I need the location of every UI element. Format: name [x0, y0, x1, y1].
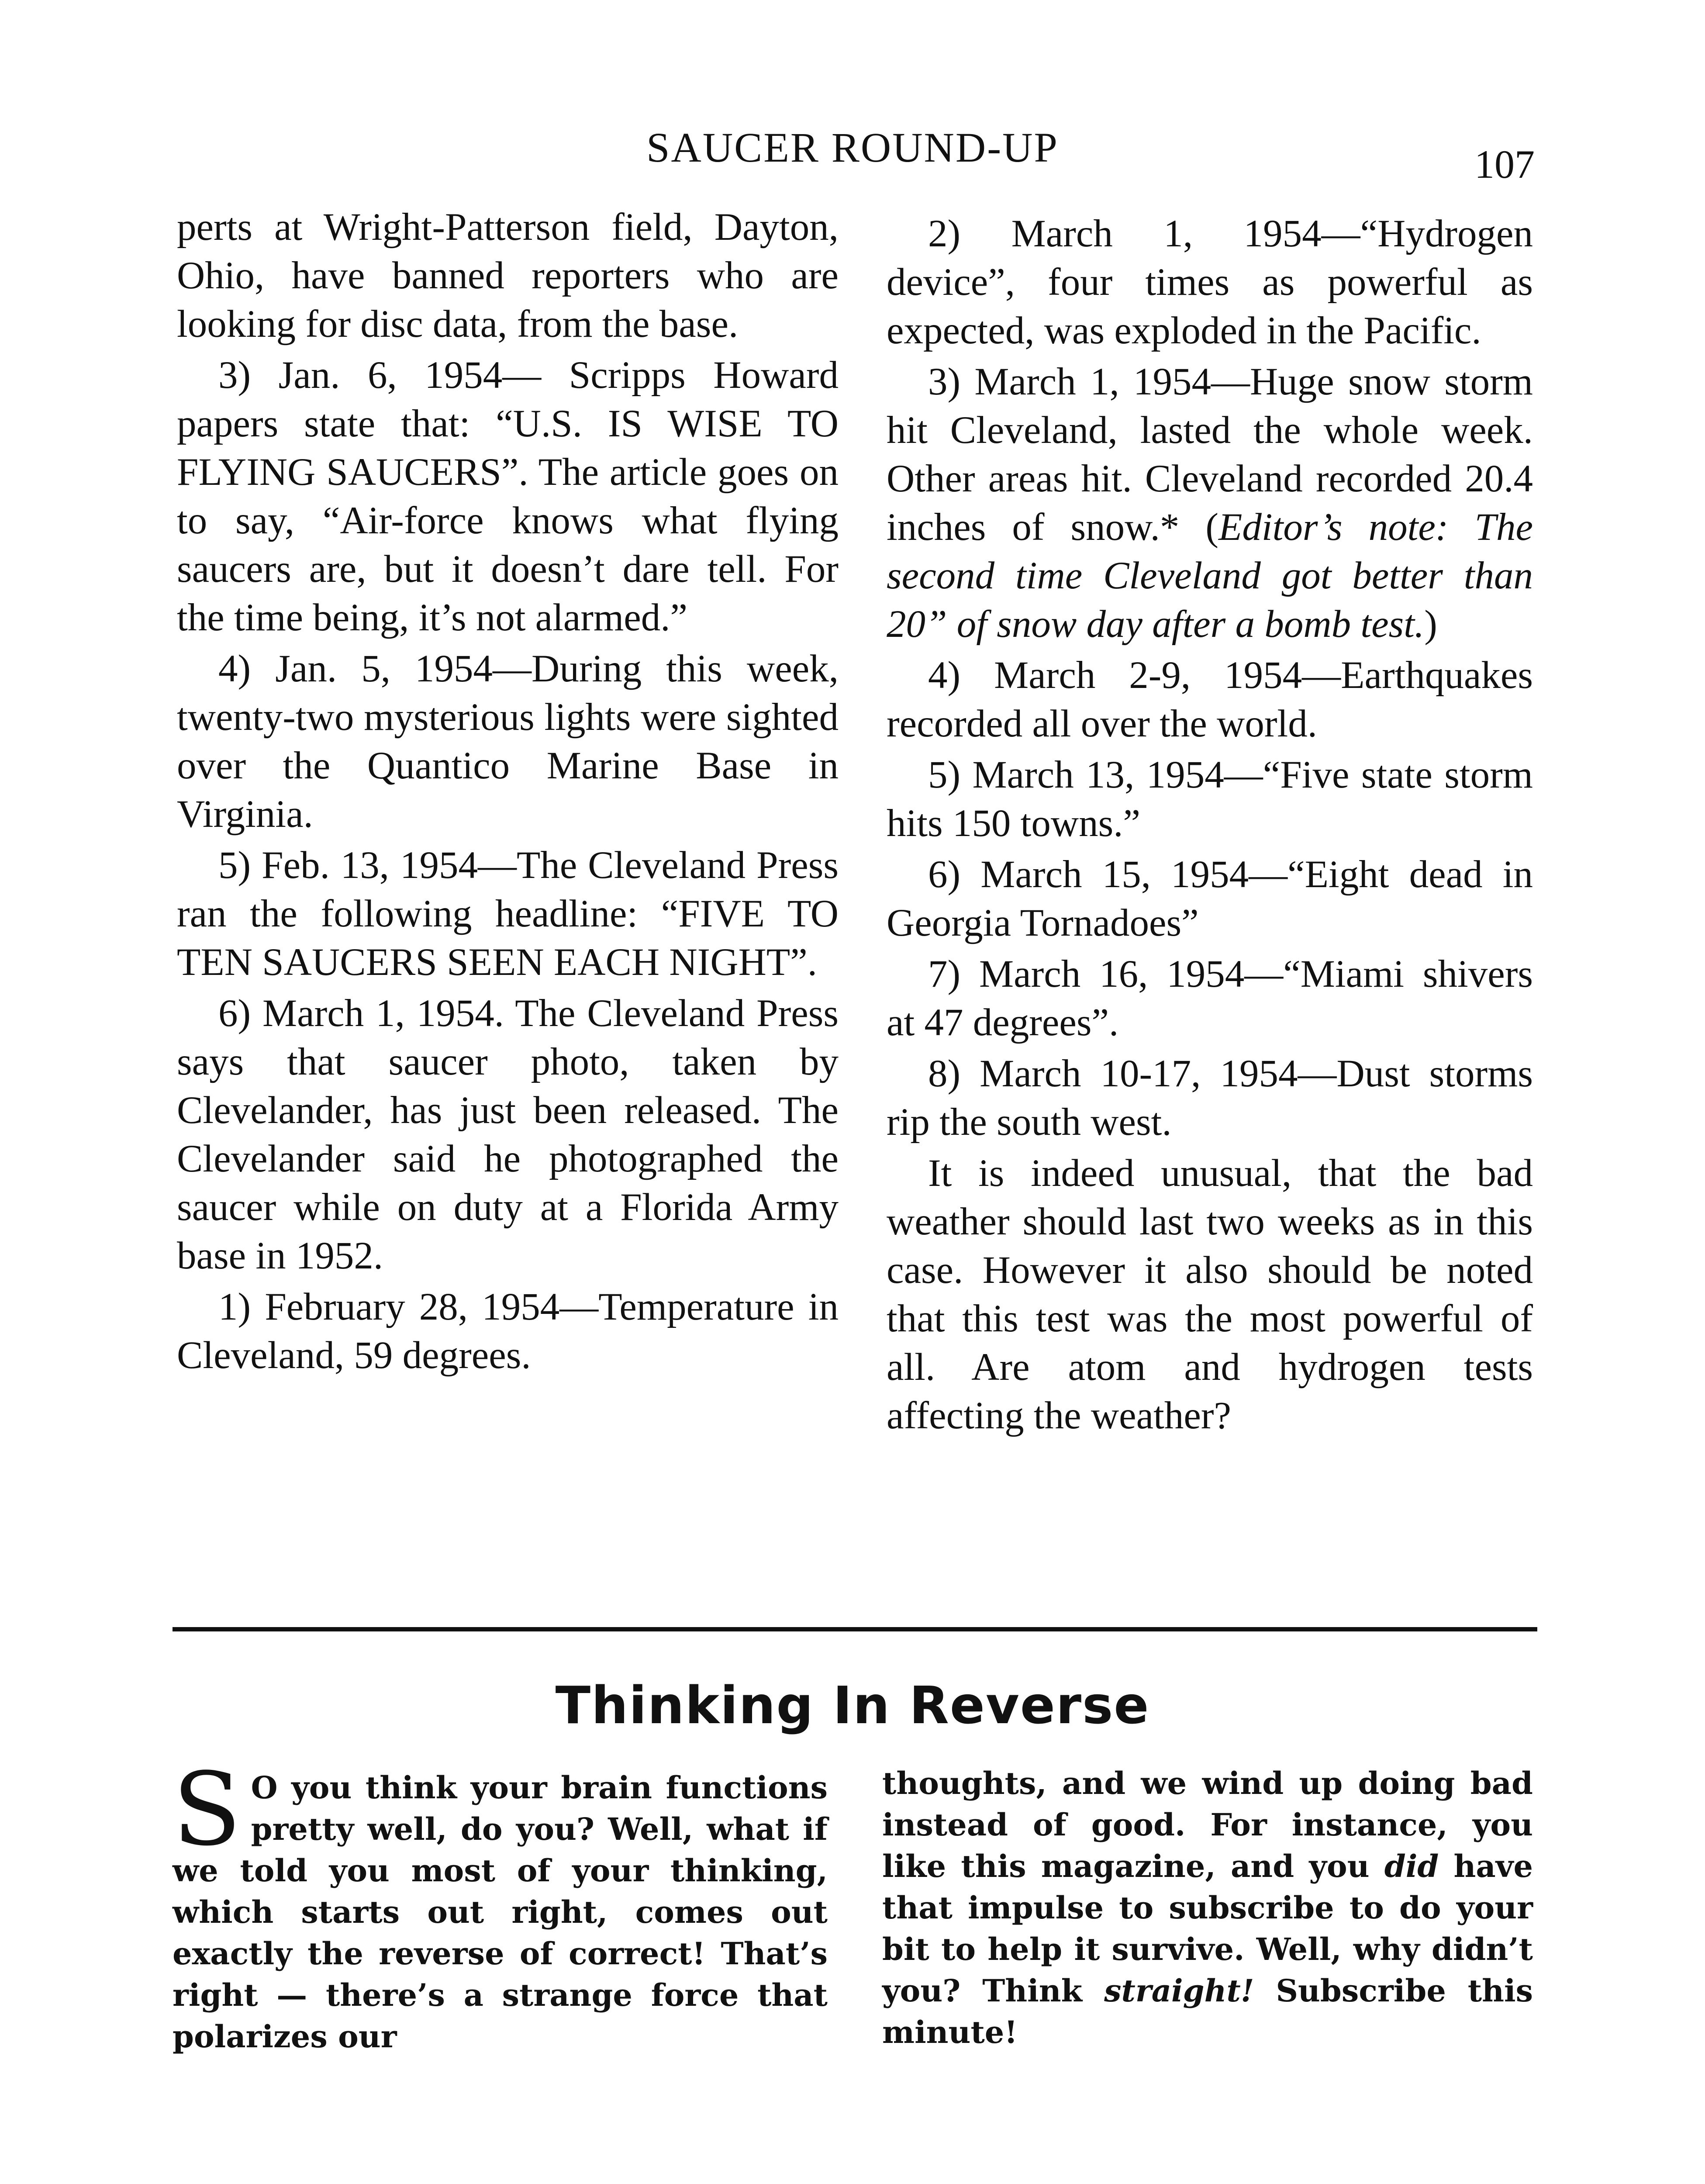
paragraph-item-5-storm: 5) March 13, 1954—“Five state storm hits 150 towns.” — [887, 753, 1533, 845]
article-right-text-c: Subscribe this minute! — [882, 1973, 1533, 2050]
paragraph-item-1-feb-28: 1) February 28, 1954—Temperature in Cleveland, 59 degrees. — [177, 1286, 839, 1377]
paragraph-item-4-earthquakes: 4) March 2-9, 1954—Earthquakes recorded all over the world. — [887, 654, 1533, 745]
article-right-column — [882, 1762, 1533, 2053]
editors-note-text: : The second time Cleveland got better than 20” of snow day after a bomb test. — [887, 506, 1533, 646]
paragraph-item-4-jan-5: 4) Jan. 5, 1954—During this week, twenty-two mysterious lights were sighted over the Quantico Marine Base in Virginia. — [177, 647, 839, 836]
article-right-text-b: have that impulse to subscribe to do your bit to help it survive. Well, why didn’t you? Think — [882, 1848, 1533, 2009]
running-title: SAUCER ROUND-UP — [646, 124, 1059, 171]
paragraph-conclusion: It is indeed unusual, that the bad weather should last two weeks as in this case. However it also should be noted that this test was the most powerful of all. Are atom and hydrogen tests affecting the weather? — [887, 1152, 1533, 1437]
paragraph-item-3-jan-6: 3) Jan. 6, 1954— Scripps Howard papers state that: “U.S. IS WISE TO FLYING SAUCERS”. The article goes on to say, “Air-force knows what flying saucers are, but it doesn’t dare tell. For the time being, it’s not alarmed.” — [177, 354, 839, 639]
left-column — [177, 203, 839, 1380]
drop-cap: S — [173, 1752, 242, 1868]
emphasis-straight: straight! — [1104, 1973, 1254, 2009]
editors-note-close: ) — [1424, 603, 1437, 646]
snow-storm-text: 3) March 1, 1954—Huge snow storm hit Cleveland, lasted the whole week. Other areas hit. Cleveland recorded 20.4 inches of snow.* ( — [887, 360, 1533, 549]
section-divider — [173, 1627, 1537, 1631]
paragraph-item-3-snow-storm — [887, 358, 1533, 649]
paragraph-item-6-tornadoes: 6) March 15, 1954—“Eight dead in Georgia Tornadoes” — [887, 853, 1533, 944]
paragraph-item-2-hydrogen: 2) March 1, 1954—“Hydrogen device”, four times as powerful as expected, was exploded in the Pacific. — [887, 212, 1533, 352]
paragraph-item-6-march-1: 6) March 1, 1954. The Cleveland Press says that saucer photo, taken by Clevelander, has just been released. The Clevelander said he photographed the saucer while on duty at a Florida Army base in 1952. — [177, 992, 839, 1277]
emphasis-did: did — [1384, 1848, 1439, 1884]
paragraph-continuation: perts at Wright-Patterson field, Dayton, Ohio, have banned reporters who are looking for disc data, from the base. — [177, 206, 839, 346]
paragraph-item-7-miami: 7) March 16, 1954—“Miami shivers at 47 degrees”. — [887, 953, 1533, 1044]
article-right-text-a: thoughts, and we wind up doing bad instead of good. For instance, you like this magazine, and you — [882, 1765, 1533, 1884]
article-left-text: O you think your brain functions pretty well, do you? Well, what if we told you most of your thinking, which starts out right, comes out exactly the reverse of correct! That’s right — there’s a strange force that polarizes our — [173, 1769, 828, 2055]
right-column — [887, 210, 1533, 1440]
article-title: Thinking In Reverse — [555, 1675, 1150, 1735]
editors-note-label: Editor’s note — [1218, 506, 1436, 549]
paragraph-item-8-dust: 8) March 10-17, 1954—Dust storms rip the south west. — [887, 1052, 1533, 1144]
page-number: 107 — [1474, 142, 1535, 187]
article-left-column — [173, 1752, 828, 2057]
paragraph-item-5-feb-13: 5) Feb. 13, 1954—The Cleveland Press ran the following headline: “FIVE TO TEN SAUCERS SEEN EACH NIGHT”. — [177, 844, 839, 984]
